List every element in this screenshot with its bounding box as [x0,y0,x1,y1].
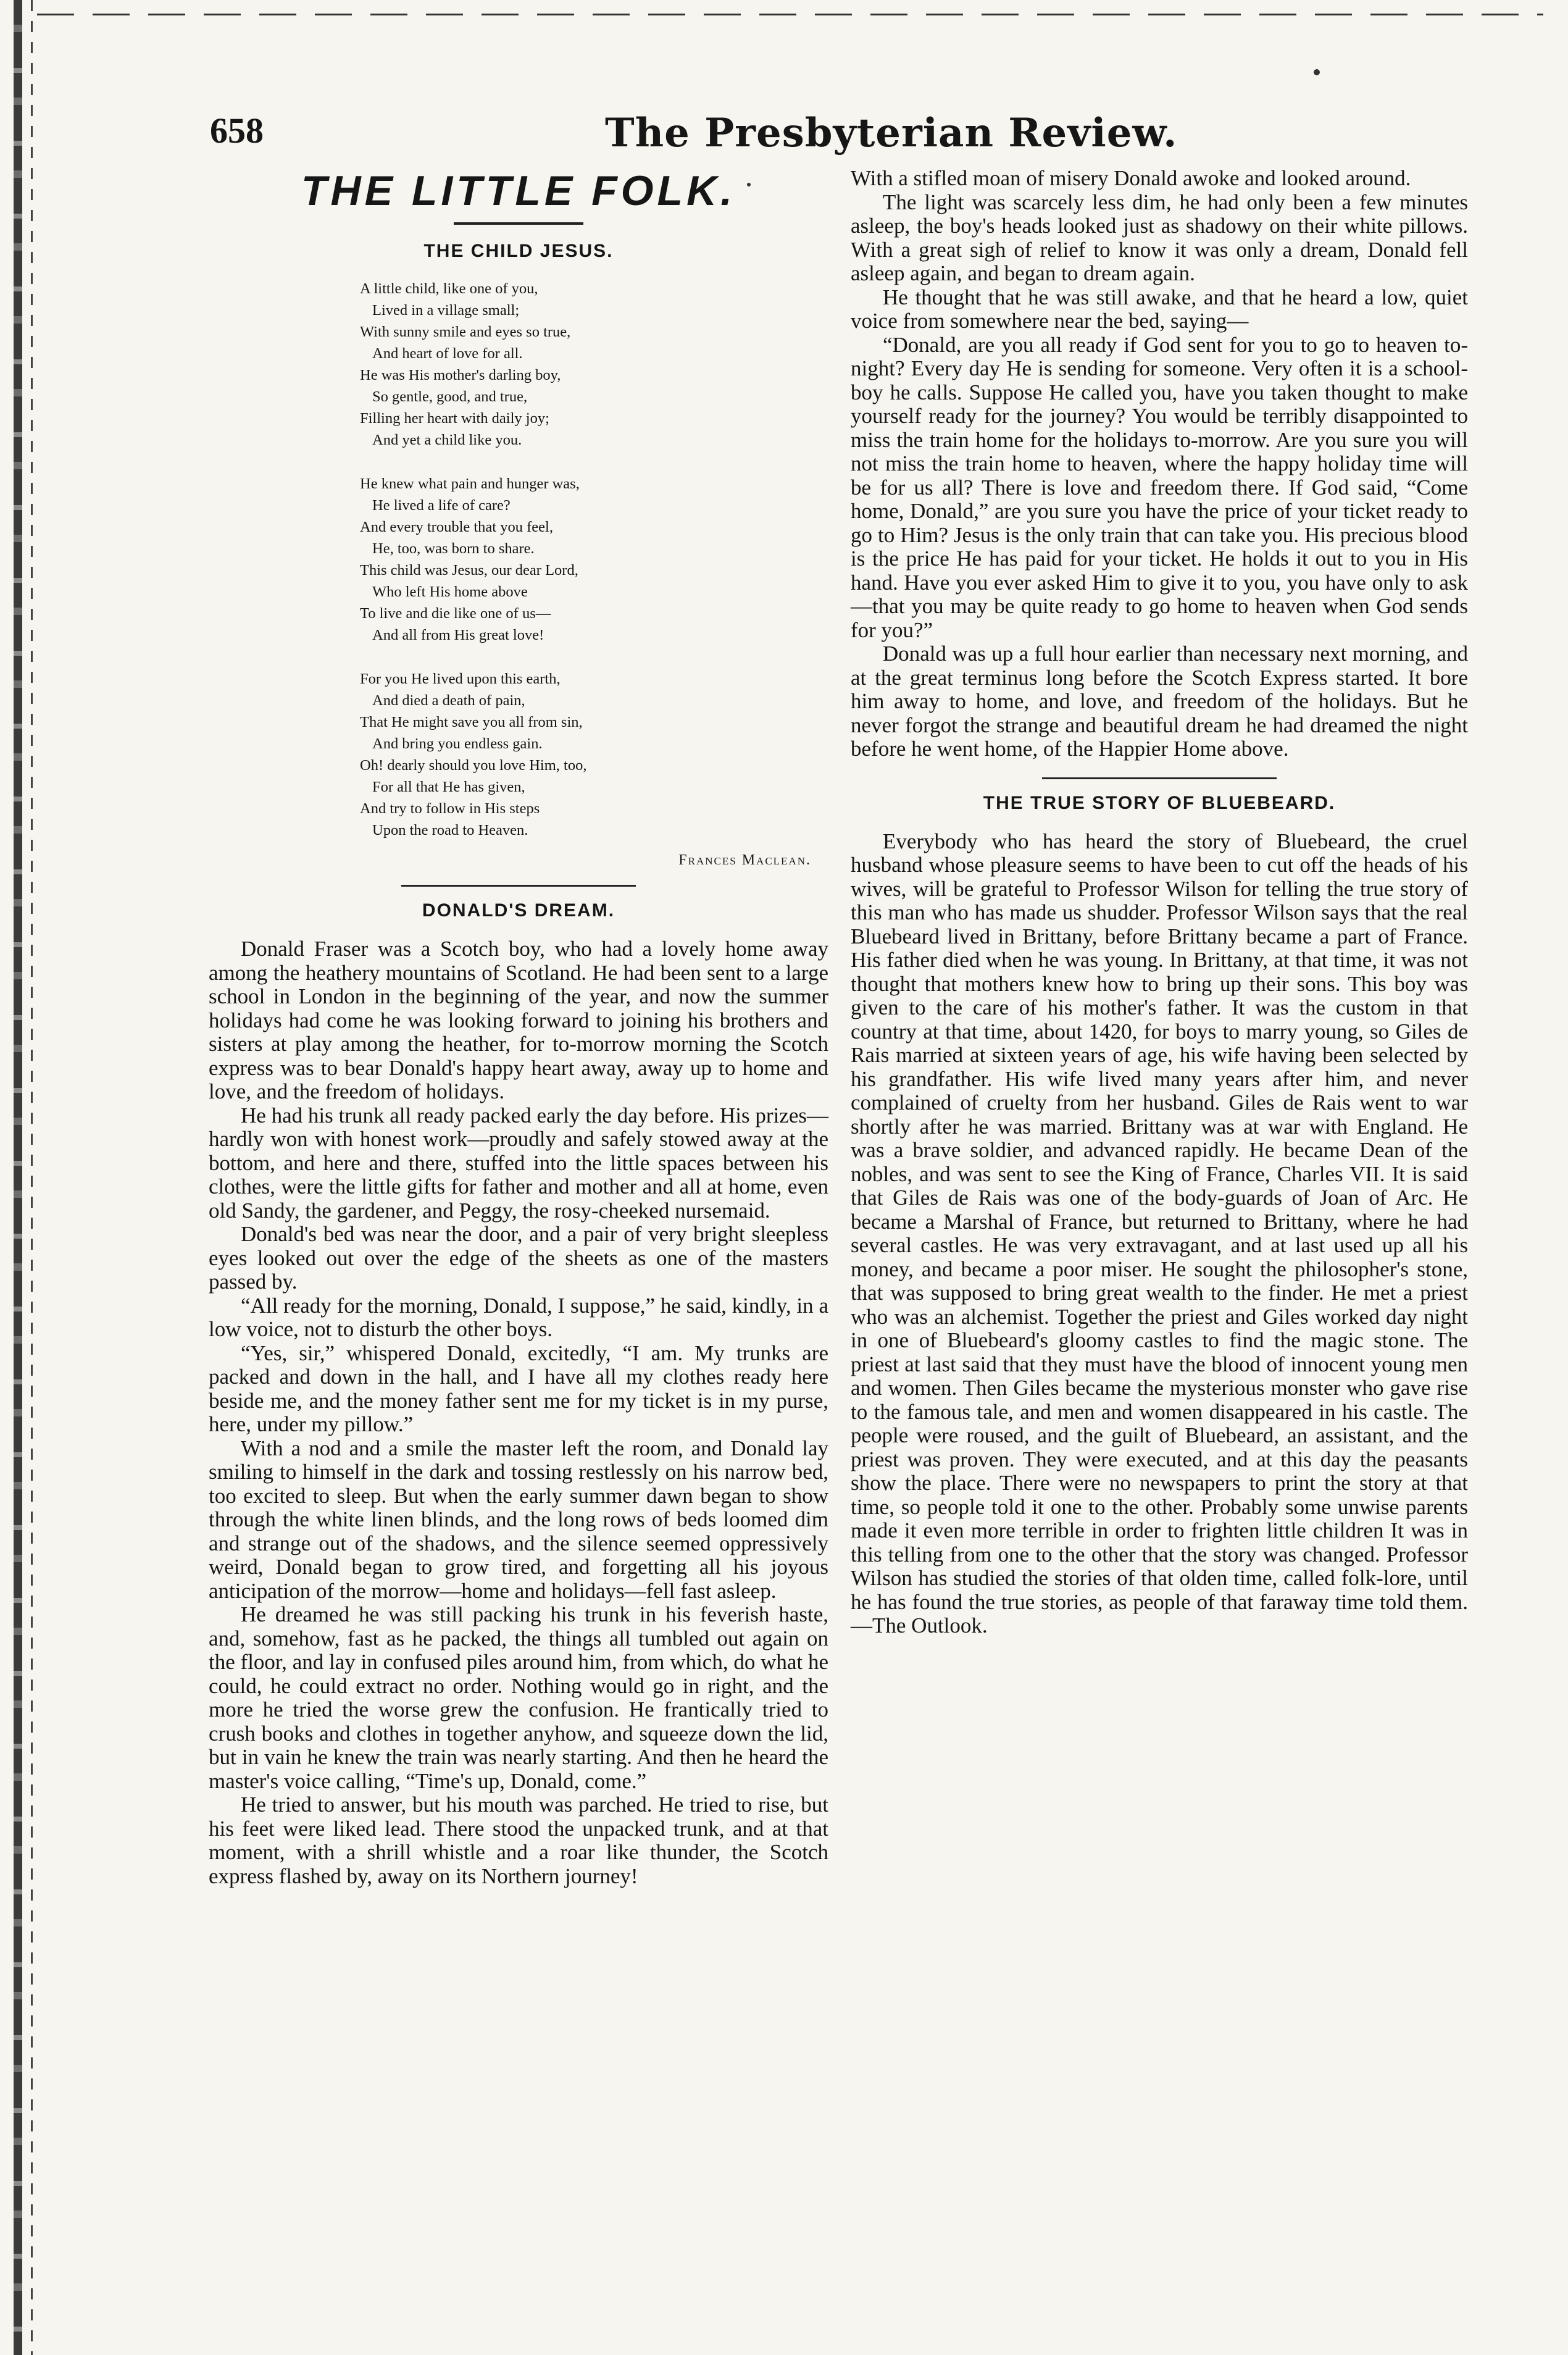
paragraph: Everybody who has heard the story of Bluebeard, the cruel husband whose pleasure seems to have been to cut off the heads of his wives, will be grateful to Professor Wilson for telling the true story of this man who has made us shudder. Professor Wilson says that the real Bluebeard lived in Brittany, before Brittany became a part of France. His father died when he was young. In Brittany, at that time, it was not thought that mothers knew how to bring up their sons. This boy was given to the care of his mother's father. It was the custom in that country at that time, about 1420, for boys to marry young, so Giles de Rais married at sixteen years of age, his wife having been selected by his grandfather. His wife lived many years after him, and never complained of cruelty from her husband. Giles de Rais went to war shortly after he was married. Brittany was at war with England. He was a brave soldier, and advanced rapidly. He became Dean of the nobles, and was sent to see the King of France, Charles VII. It is said that Giles de Rais was one of the body-guards of Joan of Arc. He became a Marshal of France, but returned to Brittany, where he had several castles. He was very extravagant, and at last used up all his money, and became a poor miser. He sought the philosopher's stone, that was supposed to bring great wealth to the finder. He met a priest who was an alchemist. Together the priest and Giles worked day night in one of Bluebeard's gloomy castles to find the magic stone. The priest at last said that they must have the blood of innocent young men and women. Then Giles became the mysterious monster who gave rise to the famous tale, and men and women disappeared in his castle. The people were roused, and the guilt of Bluebeard, an assistant, and the priest was proven. They were executed, and at this day the peasants show the place. There were no newspapers to print the story at that time, so people told it one to the other. Probably some unwise parents made it even more terrible in order to frighten little children It was in this telling from one to the other that the story was changed. Professor Wilson has studied the stories of that olden time, called folk-lore, until he has found the true stories, as people of that faraway time told them.—The Outlook. [851,829,1468,1638]
poem-line: That He might save you all from sin, [360,714,583,730]
poem-line: And yet a child like you. [372,432,522,448]
story-body-donald [209,937,828,1888]
poem-line: For you He lived upon this earth, [360,671,561,687]
poem-line: Upon the road to Heaven. [372,822,528,839]
page-header [210,110,1445,165]
paragraph: The light was scarcely less dim, he had only been a few minutes asleep, the boy's heads looked just as shadowy on their white pillows. With a great sigh of relief to know it was only a dream, Donald fell asleep again, and began to dream again. [851,190,1468,285]
ink-speck [1314,69,1320,75]
paragraph: “All ready for the morning, Donald, I suppose,” he said, kindly, in a low voice, not to disturb the other boys. [209,1293,828,1341]
poem-stanza [360,278,804,451]
left-column [209,167,828,1888]
poem-line: A little child, like one of you, [360,280,538,297]
story-body-bluebeard [851,830,1468,1638]
poem-line: He lived a life of care? [372,497,511,514]
poem-stanza [360,668,804,841]
poem-line: Who left His home above [372,584,528,600]
section-rule [454,222,583,225]
story-title-bluebeard: THE TRUE STORY OF BLUEBEARD. [983,792,1336,813]
poem-line: For all that He has given, [372,779,525,795]
poem-line: Filling her heart with daily joy; [360,410,549,427]
poem-line: And bring you endless gain. [372,735,543,752]
poem [360,278,804,841]
paragraph: Donald's bed was near the door, and a pair of very bright sleepless eyes looked out over the edge of the sheets as one of the masters passed by. [209,1222,828,1294]
poem-title: THE CHILD JESUS. [423,241,614,261]
poem-line: And try to follow in His steps [360,800,540,817]
paragraph: “Donald, are you all ready if God sent for you to go to heaven to-night? Every day He is sending for someone. Very often it is a school-boy he calls. Suppose He called you, have you taken thought to make yourself ready for the journey? You would be terribly disappointed to miss the train home for the holidays to-morrow. Are you sure you will not miss the train home to heaven, where the happy holiday time will be for us all? There is love and freedom there. If God said, “Come home, Donald,” are you sure you have the price of your ticket ready to go to Him? Jesus is the only train that can take you. His precious blood is the price He has paid for your ticket. He holds it out to you in His hand. Have you ever asked Him to give it to you, you have only to ask—that you may be quite ready to go home to heaven when God sends for you?” [851,332,1468,642]
paragraph: He had his trunk all ready packed early the day before. His prizes—hardly won with honest work—proudly and safely stowed away at the bottom, and here and there, stuffed into the little spaces between his clothes, were the little gifts for father and mother and all at home, even old Sandy, the gardener, and Peggy, the rosy-cheeked nursemaid. [209,1103,828,1223]
right-column [851,167,1468,1638]
poem-line: He was His mother's darling boy, [360,367,561,383]
poem-line: He, too, was born to share. [372,540,535,557]
page-number: 658 [210,111,264,151]
poem-line: And all from His great love! [372,627,544,643]
poem-line: This child was Jesus, our dear Lord, [360,562,578,579]
poem-line: With sunny smile and eyes so true, [360,324,571,340]
section-divider [1042,777,1277,779]
section-divider [401,885,636,887]
page-binding-edge [14,0,22,2355]
poem-line: Lived in a village small; [372,302,520,319]
poem-line: To live and die like one of us— [360,605,551,622]
paragraph: “Yes, sir,” whispered Donald, excitedly, “I am. My trunks are packed and down in the hall, and I have all my clothes ready here beside me, and the money father sent me for my ticket is in my purse, here, under my pillow.” [209,1341,828,1436]
story-body-donald-continued [851,167,1468,761]
poem-line: So gentle, good, and true, [372,388,528,405]
journal-title: The Presbyterian Review. [605,110,1178,156]
paragraph: He tried to answer, but his mouth was parched. He tried to rise, but his feet were liked lead. There stood the unpacked trunk, and at that moment, with a shrill whistle and a roar like thunder, the Scotch express flashed by, away on its Northern journey! [209,1792,828,1888]
poem-stanza [360,473,804,646]
poem-line: Oh! dearly should you love Him, too, [360,757,587,774]
paragraph: Donald Fraser was a Scotch boy, who had a lovely home away among the heathery mountains of Scotland. He had been sent to a large school in London in the beginning of the year, and now the summer holidays had come he was looking forward to joining his brothers and sisters at play among the heather, for to-morrow morning the Scotch express was to bear Donald's happy heart away, away up to home and love, and the freedom of holidays. [209,937,828,1103]
top-edge-rule [37,14,1543,15]
paragraph: With a stifled moan of misery Donald awoke and looked around. [851,166,1411,190]
binding-stitch-marks [31,0,33,2355]
poem-line: He knew what pain and hunger was, [360,475,580,492]
paragraph: He dreamed he was still packing his trunk in his feverish haste, and, somehow, fast as he packed, the things all tumbled out again on the floor, and lay in confused piles around him, from which, do what he could, he could extract no order. Nothing would go in right, and the more he tried the worse grew the confusion. He frantically tried to crush books and clothes in together anyhow, and squeeze down the lid, but in vain he knew the train was nearly starting. And then he heard the master's voice calling, “Time's up, Donald, come.” [209,1602,828,1793]
poem-author: Frances Maclean. [678,852,811,868]
story-title-donald: DONALD'S DREAM. [422,900,615,921]
section-title: THE LITTLE FOLK. [301,167,736,214]
paragraph: With a nod and a smile the master left the room, and Donald lay smiling to himself in the dark and tossing restlessly on his narrow bed, too excited to sleep. But when the early summer dawn began to show through the white linen blinds, and the long rows of beds loomed dim and strange out of the shadows, and the silence seemed oppressively weird, Donald began to grow tired, and forgetting all his joyous anticipation of the morrow—home and holidays—fell fast asleep. [209,1436,828,1603]
poem-line: And died a death of pain, [372,692,525,709]
poem-line: And heart of love for all. [372,345,523,362]
paragraph: Donald was up a full hour earlier than necessary next morning, and at the great terminus long before the Scotch Express started. It bore him away to home, and love, and freedom of the holidays. But he never forgot the strange and beautiful dream he had dreamed the night before he went home, of the Happier Home above. [851,642,1468,761]
paragraph: He thought that he was still awake, and that he heard a low, quiet voice from somewhere near the bed, saying— [851,285,1468,333]
poem-line: And every trouble that you feel, [360,519,553,535]
